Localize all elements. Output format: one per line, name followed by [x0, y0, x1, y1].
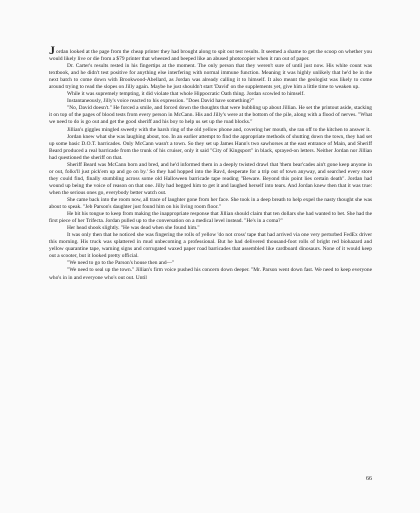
paragraph-2: Dr. Carter's results rested in his fingertips at the moment. The only person that they weren't sure of until just now. His white count was textbook, and he didn't test positive for anything else interfering with normal immune function. Meaning it was highly unlikely that he'd be in the next batch to come down with Brookwood-Abellard, as Jordan was already calling it to himself. It also meant the geologist was likely to come around trying to read the slopes on Jilly again. Maybe he just shouldn't start 'David' on the supplements yet, give him a little time to weaken up.	[49, 63, 372, 91]
paragraph-10: He bit his tongue to keep from making the inappropriate response that Jillian should claim that ten dollars she had wanted to bet. She had the first piece of her Trifecta. Jordan pulled up to the conversation on a medical level instead. "He's in a coma?"	[49, 211, 372, 225]
paragraph-11: Her head shook slightly. "He was dead when she found him."	[67, 225, 200, 232]
paragraph-9: She came back into the room now, all trace of laughter gone from her face. She took in a deep breath to help expel the nasty thought she was about to speak. "Jeb Parson's daughter just found him on his living room floor."	[49, 196, 372, 211]
paragraph-8: Sheriff Beard was McCann born and bred, and he'd informed them in a deeply twisted drawl that 'them bear'cades ain't gone keep anyone in or out, folks'll just pick'em up and go on by.' So they had hopped into the Rav4, desperate for a trip out of town anyway, and searched every store they could find, finally stumbling across some old Halloween barricade tape reading "Beware. Beyond this point lies certain death". Jordan had wound up being the voice of reason on that one. Jilly had begged him to get it and laughed herself into tears. And Jordan knew then that it was true: when the serious ones go, everybody better watch out.	[49, 161, 372, 196]
paragraph-3: While it was supremely tempting, it did violate that whole Hippocratic Oath thing. Jordan scowled to himself.	[67, 91, 305, 98]
body-text	[49, 43, 372, 282]
paragraph-1	[49, 43, 372, 63]
paragraph-1-text: ordan looked at the page from the cheap printer they had brought along to spit out test results. It seemed a shame to get the scoop on whether you would likely live or die from a $79 printer that wheezed and beeped like an abused photocopier when it ran out of paper.	[49, 49, 372, 63]
paragraph-5: "No, David doesn't." He forced a smile, and forced down the thoughts that were bubbling up about Jillian. He set the printout aside, stacking it on top of the pages of blood tests from every person in McCann. His and Jilly's were at the bottom of the pile, along with a flood of nerves. "What we need to do is go out and get the good sheriff and his boy to help us set up the road blocks."	[49, 105, 372, 126]
paragraph-13: "We need to go to the Parson's house then and—"	[67, 260, 175, 267]
page-number: 66	[366, 476, 372, 482]
drop-cap: J	[49, 43, 55, 57]
paragraph-7: Jordan knew what she was laughing about, too. In an earlier attempt to find the appropriate methods of shutting down the town, they had set up some basic D.O.T. barricades. Only McCann wasn't a town. So they set up James Hann's two sawhorses at the east entrance of Main, and Sheriff Beard produced a real barricade from the trunk of his cruiser, only it said "City of Kingsport" in black, sprayed-on letters. Neither Jordan nor Jillian had questioned the sheriff on that.	[49, 133, 372, 161]
paragraph-12: It was only then that he noticed she was fingering the rolls of yellow 'do not cross' tape that had arrived via one very perturbed FedEx driver this morning. His truck was splattered in mud unbecoming a professional. But he had delivered thousand-foot rolls of bright red biohazard and yellow quarantine tape, warning signs and corrugated waxed paper road barricades that assembled like cardboard dinosaurs. None of it would keep out a scooter, but it looked pretty official.	[49, 232, 372, 260]
paragraph-4: Instantaneously, Jilly's voice reacted to his expression. "Does David have something?"	[67, 98, 255, 105]
paragraph-14: "We need to seal up the town." Jillian's firm voice pushed his concern down deeper. "Mr. Parson went down fast. We need to keep everyone who's in in and everyone who's out out. Until	[49, 267, 372, 281]
paragraph-6: Jillian's giggles mingled sweetly with the harsh ring of the old yellow phone and, covering her mouth, she ran off to the kitchen to answer it.	[67, 126, 371, 133]
